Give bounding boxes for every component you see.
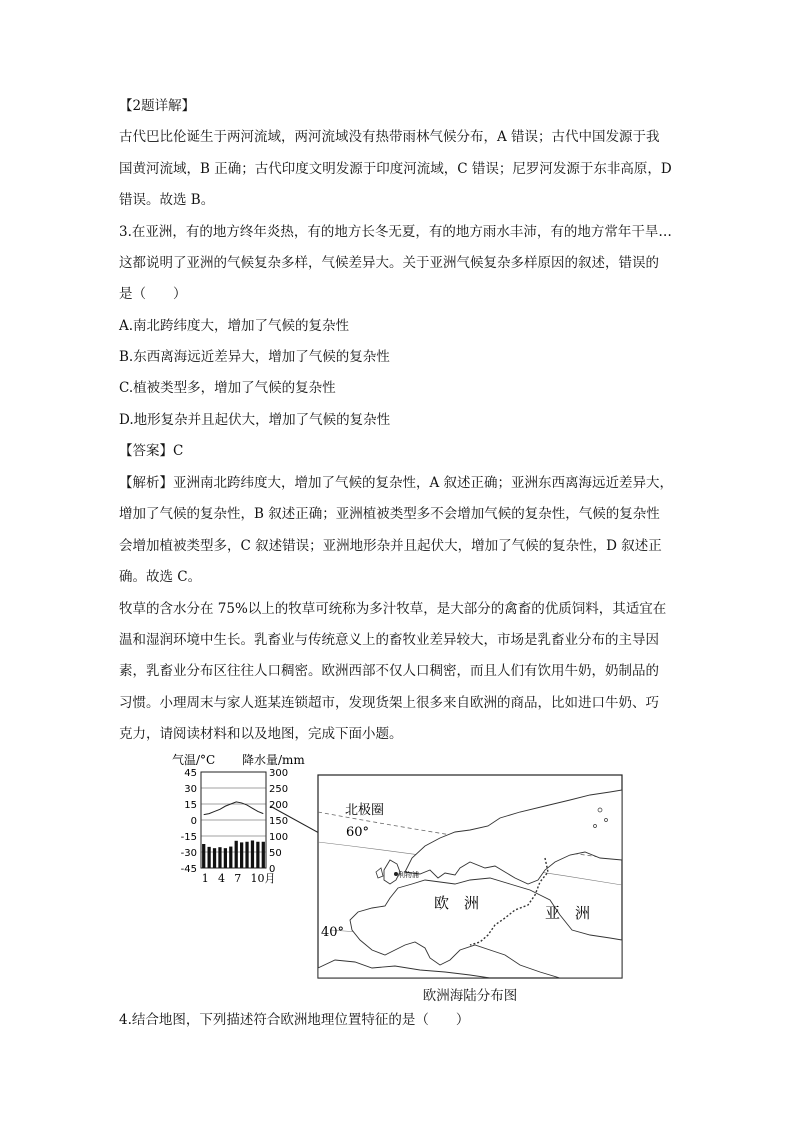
text-line: 国黄河流域，B 正确；古代印度文明发源于印度河流域，C 错误；尼罗河发源于东非高原，D <box>119 161 672 177</box>
text-line: 素，乳畜业分布区往往人口稠密。欧洲西部不仅人口稠密，而且人们有饮用牛奶，奶制品的 <box>119 663 659 679</box>
text-line: 【解析】亚洲南北跨纬度大，增加了气候的复杂性，A 叙述正确；亚洲东西离海远近差异大， <box>119 475 674 491</box>
temp-tick-label: 45 <box>184 768 197 779</box>
month-ticks <box>202 872 276 885</box>
asia-label: 亚 洲 <box>545 904 591 922</box>
text-line: 【答案】C <box>119 443 184 459</box>
precip-bar <box>213 848 216 868</box>
europe-label: 欧 洲 <box>434 894 480 912</box>
temp-tick-label: 30 <box>184 784 197 795</box>
precip-bar <box>224 848 227 868</box>
text-line: 增加了气候的复杂性，B 叙述正确；亚洲植被类型多不会增加气候的复杂性，气候的复杂性 <box>119 506 660 522</box>
precip-tick-label: 100 <box>269 832 289 843</box>
precip-ticks <box>269 768 288 875</box>
precip-bar <box>245 842 248 868</box>
text-line: 温和湿润环境中生长。乳畜业与传统意义上的畜牧业差异较大，市场是乳畜业分布的主导因 <box>119 632 659 648</box>
text-line: 确。故选 C。 <box>119 569 202 585</box>
text-line: 会增加植被类型多，C 叙述错误；亚洲地形杂并且起伏大，增加了气候的复杂性，D 叙述正 <box>119 538 662 554</box>
text-line: B.东西离海远近差异大，增加了气候的复杂性 <box>119 349 390 365</box>
text-line: C.植被类型多，增加了气候的复杂性 <box>119 380 336 396</box>
island <box>594 825 597 828</box>
precip-bar <box>218 847 221 868</box>
temp-axis-label: 气温/°C <box>172 753 216 767</box>
precip-bars <box>202 840 265 868</box>
month-tick-label: 1 <box>201 872 209 885</box>
text-line: 是（ ） <box>119 286 187 302</box>
city-label: 利物浦 <box>398 871 419 879</box>
text-line: 古代巴比伦诞生于两河流域，两河流域没有热带雨林气候分布，A 错误；古代中国发源于我 <box>119 129 660 145</box>
precip-tick-label: 300 <box>269 768 289 779</box>
text-line: 克力，请阅读材料和以及地图，完成下面小题。 <box>119 726 403 742</box>
island <box>605 819 608 822</box>
precip-bar <box>229 847 232 868</box>
temp-tick-label: 15 <box>184 800 197 811</box>
precip-tick-label: 250 <box>269 784 289 795</box>
text-line: 这都说明了亚洲的气候复杂多样，气候差异大。关于亚洲气候复杂多样原因的叙述，错误的 <box>119 255 659 271</box>
text-line: 3.在亚洲，有的地方终年炎热，有的地方长冬无夏，有的地方雨水丰沛，有的地方常年干旱… <box>119 224 672 240</box>
text-line: D.地形复杂并且起伏大，增加了气候的复杂性 <box>119 412 391 428</box>
month-tick-label: 7 <box>234 872 242 885</box>
text-line: 错误。故选 B。 <box>119 192 215 208</box>
text-line: 牧草的含水分在 75%以上的牧草可统称为多汁牧草，是大部分的禽畜的优质饲料，其适宜在 <box>119 601 667 617</box>
precip-tick-label: 0 <box>269 864 276 875</box>
month-tick-label: 10月 <box>250 872 276 885</box>
temp-tick-label: 0 <box>190 816 197 827</box>
precip-axis-label: 降水量/mm <box>242 753 305 767</box>
precip-bar <box>235 841 238 868</box>
temp-tick-label: -15 <box>180 832 197 843</box>
europe-map <box>318 775 622 978</box>
temp-ticks <box>181 768 197 875</box>
text-line: A.南北跨纬度大，增加了气候的复杂性 <box>119 318 350 334</box>
precip-tick-label: 150 <box>269 816 289 827</box>
island <box>598 808 602 812</box>
precip-tick-label: 50 <box>269 848 282 859</box>
temp-tick-label: -30 <box>180 848 197 859</box>
precip-bar <box>208 847 211 868</box>
lat40-label: 40° <box>321 925 345 940</box>
text-line: 【2题详解】 <box>119 98 196 114</box>
temp-tick-label: -45 <box>180 864 197 875</box>
question-4: 4.结合地图，下列描述符合欧洲地理位置特征的是（ ） <box>119 1012 470 1028</box>
precip-bar <box>256 842 259 868</box>
text-line: 习惯。小理周末与家人逛某连锁超市，发现货架上很多来自欧洲的商品，比如进口牛奶、巧 <box>119 695 659 711</box>
arctic-circle-label: 北极圈 <box>345 803 385 818</box>
figure-caption: 欧洲海陆分布图 <box>422 988 518 1004</box>
precip-bar <box>202 844 205 868</box>
precip-bar <box>262 842 265 868</box>
precip-bar <box>240 842 243 868</box>
precip-bar <box>251 840 254 868</box>
precip-tick-label: 200 <box>269 800 289 811</box>
lat60-label: 60° <box>346 825 370 840</box>
month-tick-label: 4 <box>217 872 225 885</box>
